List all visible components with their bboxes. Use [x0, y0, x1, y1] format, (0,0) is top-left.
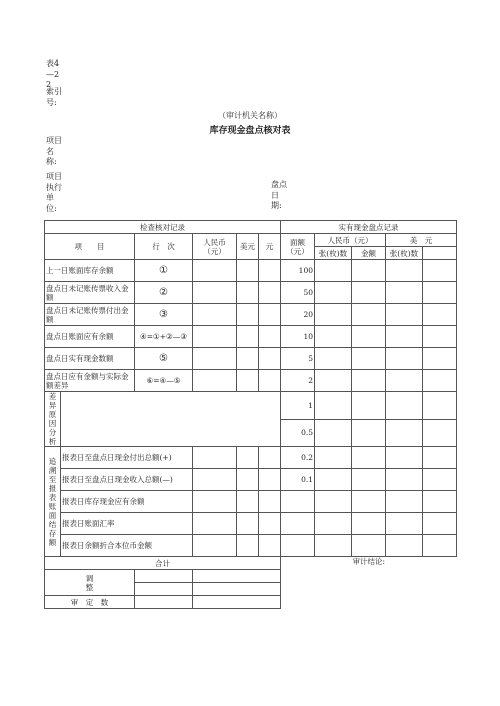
row-denomination: 2 — [281, 370, 315, 392]
row-order: ⑥=④—⑤ — [135, 370, 193, 392]
col-yuan: 元 — [259, 234, 281, 260]
row-item: 盘点日账面应有余额 — [45, 326, 135, 348]
row-denomination: 0.2 — [281, 447, 315, 469]
row-denomination: 5 — [281, 348, 315, 370]
row-item: 盘点日实有现金数额 — [45, 348, 135, 370]
org-name: （审计机关名称） — [218, 111, 282, 120]
col-usd: 美元 — [237, 234, 259, 260]
total-label: 合计 — [45, 557, 281, 570]
project-name-label: 项目名称: — [46, 136, 62, 166]
trace-item: 报表日库存现金应有余额 — [61, 491, 193, 513]
row-order: ② — [159, 287, 168, 298]
diff-analysis-label: 差异原因分析 — [45, 392, 61, 447]
row-order: ⑤ — [159, 353, 168, 364]
row-order: ① — [159, 265, 168, 276]
col-order: 行 次 — [135, 234, 193, 260]
trace-item: 报表日账面汇率 — [61, 513, 193, 535]
cash-count-table — [44, 220, 456, 609]
col-count-usd: 张(枚)数 — [386, 247, 423, 260]
index-number: 索引号: — [46, 87, 62, 107]
row-item: 上一日账面库存余额 — [45, 260, 135, 282]
row-item: 盘点日应有金额与实际金额差异 — [45, 370, 135, 392]
table-row — [45, 348, 457, 370]
table-row — [45, 326, 457, 348]
approved-label: 审 定 数 — [45, 596, 135, 609]
row-item: 盘点日未记账传票收入金额 — [45, 282, 135, 304]
row-denomination: 0.5 — [281, 419, 315, 447]
audit-conclusion-label: 审计结论: — [352, 557, 386, 566]
check-date-label: 盘点日期: — [271, 180, 287, 210]
row-denomination: 0.1 — [281, 469, 315, 491]
audit-conclusion[interactable] — [281, 557, 457, 609]
row-item: 盘点日未记账传票付出金额 — [45, 304, 135, 326]
row-denomination: 20 — [281, 304, 315, 326]
row-denomination: 10 — [281, 326, 315, 348]
execution-unit-label: 项目执行单位: — [46, 172, 62, 213]
table-row — [45, 370, 457, 392]
diff-analysis-field[interactable] — [61, 392, 281, 447]
row-denomination: 50 — [281, 282, 315, 304]
col-rmb: 人民币（元） — [193, 234, 237, 260]
col-item: 项 目 — [45, 234, 135, 260]
row-order: ④=①+②—③ — [135, 326, 193, 348]
trace-item: 报表日余额折合本位币金额 — [61, 535, 193, 557]
col-count: 张(枚)数 — [315, 247, 352, 260]
section-actual-cash: 实有现金盘点记录 — [281, 221, 457, 234]
trace-label: 追溯至报表账面结存额 — [45, 447, 61, 557]
table-row — [45, 260, 457, 282]
trace-item: 报表日至盘点日现金付出总额(+) — [61, 447, 193, 469]
page-title: 库存现金盘点核对表 — [209, 126, 291, 136]
row-denomination: 1 — [281, 392, 315, 420]
col-denomination: 面额（元） — [281, 234, 315, 260]
trace-item: 报表日至盘点日现金收入总额(—) — [61, 469, 193, 491]
section-check-record: 检查核对记录 — [45, 221, 281, 234]
adjust-label: 调整 — [45, 570, 135, 596]
table-number: 表4—22 — [46, 59, 60, 89]
table-row — [45, 282, 457, 304]
col-usd-group: 美 元 — [386, 234, 457, 247]
row-denomination: 100 — [281, 260, 315, 282]
col-amount: 金额 — [352, 247, 386, 260]
row-order: ③ — [159, 309, 168, 320]
table-row — [45, 304, 457, 326]
col-rmb-group: 人民币（元） — [315, 234, 386, 247]
